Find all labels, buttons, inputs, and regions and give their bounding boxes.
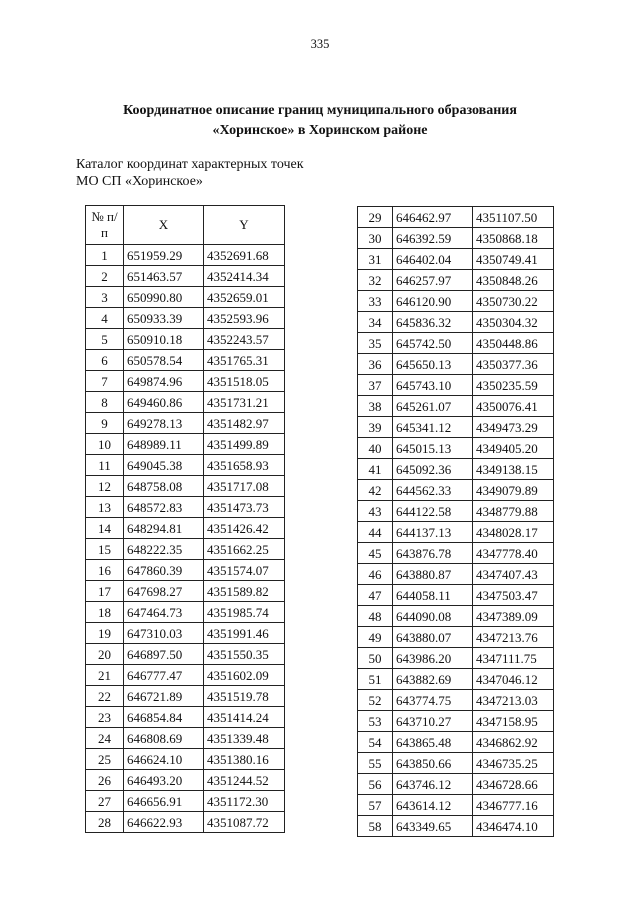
y-coordinate: 4350868.18 [473,228,554,249]
y-coordinate: 4347389.09 [473,606,554,627]
x-coordinate: 645650.13 [393,354,473,375]
table-row [86,266,285,287]
x-coordinate: 646402.04 [393,249,473,270]
x-coordinate: 648989.11 [124,434,204,455]
point-number: 22 [86,686,124,707]
y-coordinate: 4347407.43 [473,564,554,585]
table-row [86,602,285,623]
table-row [358,312,554,333]
table-row [86,371,285,392]
y-coordinate: 4351658.93 [204,455,285,476]
x-coordinate: 645092.36 [393,459,473,480]
y-coordinate: 4346777.16 [473,795,554,816]
table-row [358,543,554,564]
x-coordinate: 643614.12 [393,795,473,816]
x-coordinate: 648222.35 [124,539,204,560]
x-coordinate: 645836.32 [393,312,473,333]
y-coordinate: 4351499.89 [204,434,285,455]
y-coordinate: 4351087.72 [204,812,285,833]
table-row [358,648,554,669]
y-coordinate: 4351414.24 [204,707,285,728]
title-line-2: «Хоринское» в Хоринском районе [212,123,428,138]
x-coordinate: 646854.84 [124,707,204,728]
x-coordinate: 646120.90 [393,291,473,312]
point-number: 13 [86,497,124,518]
point-number: 46 [358,564,393,585]
y-coordinate: 4351589.82 [204,581,285,602]
x-coordinate: 646721.89 [124,686,204,707]
x-coordinate: 644090.08 [393,606,473,627]
y-coordinate: 4351985.74 [204,602,285,623]
table-row [86,287,285,308]
y-coordinate: 4351426.42 [204,518,285,539]
table-row [86,791,285,812]
y-coordinate: 4351473.73 [204,497,285,518]
y-coordinate: 4351482.97 [204,413,285,434]
point-number: 31 [358,249,393,270]
y-coordinate: 4350304.32 [473,312,554,333]
table-row [358,522,554,543]
point-number: 53 [358,711,393,732]
table-row [358,375,554,396]
table-row [358,690,554,711]
y-coordinate: 4350235.59 [473,375,554,396]
x-coordinate: 646897.50 [124,644,204,665]
table-row [358,249,554,270]
y-coordinate: 4351717.08 [204,476,285,497]
point-number: 40 [358,438,393,459]
point-number: 15 [86,539,124,560]
table-row [86,665,285,686]
y-coordinate: 4350848.26 [473,270,554,291]
x-coordinate: 643882.69 [393,669,473,690]
x-coordinate: 643865.48 [393,732,473,753]
table-body-right [358,207,554,837]
x-coordinate: 646777.47 [124,665,204,686]
table-row [358,564,554,585]
table-row [358,774,554,795]
table-row [86,539,285,560]
table-row [86,476,285,497]
y-coordinate: 4351339.48 [204,728,285,749]
document-title [60,101,580,141]
table-row [358,270,554,291]
point-number: 41 [358,459,393,480]
table-row [86,770,285,791]
y-coordinate: 4351602.09 [204,665,285,686]
table-row [358,291,554,312]
table-row [86,707,285,728]
y-coordinate: 4350448.86 [473,333,554,354]
y-coordinate: 4347158.95 [473,711,554,732]
point-number: 1 [86,245,124,266]
table-row [358,354,554,375]
y-coordinate: 4351244.52 [204,770,285,791]
y-coordinate: 4351731.21 [204,392,285,413]
coordinates-table-left [85,205,285,833]
point-number: 11 [86,455,124,476]
point-number: 55 [358,753,393,774]
x-coordinate: 645015.13 [393,438,473,459]
y-coordinate: 4351991.46 [204,623,285,644]
table-row [86,644,285,665]
table-row [86,392,285,413]
point-number: 33 [358,291,393,312]
x-coordinate: 650910.18 [124,329,204,350]
point-number: 36 [358,354,393,375]
point-number: 56 [358,774,393,795]
point-number: 8 [86,392,124,413]
point-number: 26 [86,770,124,791]
point-number: 2 [86,266,124,287]
point-number: 19 [86,623,124,644]
y-coordinate: 4350730.22 [473,291,554,312]
x-coordinate: 643710.27 [393,711,473,732]
x-coordinate: 647860.39 [124,560,204,581]
table-row [358,396,554,417]
table-row [86,329,285,350]
y-coordinate: 4349405.20 [473,438,554,459]
x-coordinate: 651959.29 [124,245,204,266]
x-coordinate: 649874.96 [124,371,204,392]
y-coordinate: 4352414.34 [204,266,285,287]
table-row [358,459,554,480]
table-row [358,480,554,501]
table-row [358,816,554,837]
table-row [358,417,554,438]
x-coordinate: 645743.10 [393,375,473,396]
point-number: 50 [358,648,393,669]
point-number: 9 [86,413,124,434]
table-row [358,228,554,249]
point-number: 6 [86,350,124,371]
x-coordinate: 647310.03 [124,623,204,644]
point-number: 37 [358,375,393,396]
point-number: 17 [86,581,124,602]
y-coordinate: 4349138.15 [473,459,554,480]
point-number: 30 [358,228,393,249]
table-row [86,686,285,707]
y-coordinate: 4350749.41 [473,249,554,270]
y-coordinate: 4350076.41 [473,396,554,417]
point-number: 18 [86,602,124,623]
point-number: 24 [86,728,124,749]
x-coordinate: 646656.91 [124,791,204,812]
x-coordinate: 646622.93 [124,812,204,833]
table-row [86,434,285,455]
x-coordinate: 647464.73 [124,602,204,623]
x-coordinate: 646392.59 [393,228,473,249]
x-coordinate: 643880.87 [393,564,473,585]
point-number: 52 [358,690,393,711]
y-coordinate: 4352593.96 [204,308,285,329]
point-number: 32 [358,270,393,291]
point-number: 28 [86,812,124,833]
table-row [86,455,285,476]
point-number: 48 [358,606,393,627]
table-row [358,627,554,648]
x-coordinate: 649460.86 [124,392,204,413]
y-coordinate: 4352243.57 [204,329,285,350]
table-row [86,749,285,770]
point-number: 49 [358,627,393,648]
table-row [86,497,285,518]
point-number: 5 [86,329,124,350]
x-coordinate: 648572.83 [124,497,204,518]
x-coordinate: 649045.38 [124,455,204,476]
table-row [358,753,554,774]
y-coordinate: 4347503.47 [473,585,554,606]
y-coordinate: 4347046.12 [473,669,554,690]
point-number: 4 [86,308,124,329]
point-number: 38 [358,396,393,417]
y-coordinate: 4351107.50 [473,207,554,228]
point-number: 43 [358,501,393,522]
x-coordinate: 648758.08 [124,476,204,497]
table-row [86,812,285,833]
y-coordinate: 4352691.68 [204,245,285,266]
y-coordinate: 4346474.10 [473,816,554,837]
y-coordinate: 4347778.40 [473,543,554,564]
point-number: 58 [358,816,393,837]
table-row [358,711,554,732]
x-coordinate: 650578.54 [124,350,204,371]
x-coordinate: 646493.20 [124,770,204,791]
point-number: 42 [358,480,393,501]
point-number: 12 [86,476,124,497]
point-number: 10 [86,434,124,455]
point-number: 23 [86,707,124,728]
table-row [86,308,285,329]
point-number: 57 [358,795,393,816]
point-number: 29 [358,207,393,228]
x-coordinate: 650933.39 [124,308,204,329]
point-number: 35 [358,333,393,354]
y-coordinate: 4351172.30 [204,791,285,812]
x-coordinate: 645341.12 [393,417,473,438]
x-coordinate: 643746.12 [393,774,473,795]
x-coordinate: 651463.57 [124,266,204,287]
header-y: Y [204,206,285,245]
table-row [86,560,285,581]
y-coordinate: 4346728.66 [473,774,554,795]
table-header-row [86,206,285,245]
table-row [358,669,554,690]
y-coordinate: 4347213.03 [473,690,554,711]
header-number: № п/п [86,206,124,245]
page-number: 335 [310,37,330,51]
y-coordinate: 4351519.78 [204,686,285,707]
table-row [358,732,554,753]
table-row [86,728,285,749]
table-row [86,518,285,539]
x-coordinate: 648294.81 [124,518,204,539]
municipality-heading: МО СП «Хоринское» [76,174,203,189]
catalog-heading: Каталог координат характерных точек [76,157,304,172]
x-coordinate: 643349.65 [393,816,473,837]
table-row [358,438,554,459]
point-number: 34 [358,312,393,333]
x-coordinate: 644562.33 [393,480,473,501]
y-coordinate: 4351380.16 [204,749,285,770]
y-coordinate: 4351765.31 [204,350,285,371]
x-coordinate: 643880.07 [393,627,473,648]
table-body-left [86,245,285,833]
x-coordinate: 650990.80 [124,287,204,308]
y-coordinate: 4351550.35 [204,644,285,665]
coordinates-table-right [357,206,554,837]
x-coordinate: 646808.69 [124,728,204,749]
x-coordinate: 643774.75 [393,690,473,711]
y-coordinate: 4350377.36 [473,354,554,375]
x-coordinate: 644058.11 [393,585,473,606]
point-number: 51 [358,669,393,690]
table-row [86,581,285,602]
x-coordinate: 649278.13 [124,413,204,434]
table-row [358,585,554,606]
y-coordinate: 4351662.25 [204,539,285,560]
table-row [358,207,554,228]
x-coordinate: 645261.07 [393,396,473,417]
x-coordinate: 646257.97 [393,270,473,291]
y-coordinate: 4347213.76 [473,627,554,648]
point-number: 39 [358,417,393,438]
y-coordinate: 4352659.01 [204,287,285,308]
x-coordinate: 644137.13 [393,522,473,543]
table-row [86,413,285,434]
point-number: 47 [358,585,393,606]
x-coordinate: 646462.97 [393,207,473,228]
point-number: 7 [86,371,124,392]
y-coordinate: 4351574.07 [204,560,285,581]
y-coordinate: 4349473.29 [473,417,554,438]
point-number: 54 [358,732,393,753]
table-row [358,501,554,522]
point-number: 25 [86,749,124,770]
x-coordinate: 643876.78 [393,543,473,564]
header-x: X [124,206,204,245]
y-coordinate: 4348028.17 [473,522,554,543]
point-number: 27 [86,791,124,812]
point-number: 21 [86,665,124,686]
y-coordinate: 4349079.89 [473,480,554,501]
x-coordinate: 647698.27 [124,581,204,602]
point-number: 45 [358,543,393,564]
y-coordinate: 4351518.05 [204,371,285,392]
table-row [86,623,285,644]
x-coordinate: 646624.10 [124,749,204,770]
y-coordinate: 4346735.25 [473,753,554,774]
x-coordinate: 645742.50 [393,333,473,354]
x-coordinate: 644122.58 [393,501,473,522]
x-coordinate: 643986.20 [393,648,473,669]
table-row [358,795,554,816]
y-coordinate: 4348779.88 [473,501,554,522]
y-coordinate: 4347111.75 [473,648,554,669]
title-line-1: Координатное описание границ муниципального образования [123,103,517,118]
point-number: 20 [86,644,124,665]
table-row [358,606,554,627]
table-row [86,350,285,371]
table-row [86,245,285,266]
x-coordinate: 643850.66 [393,753,473,774]
point-number: 14 [86,518,124,539]
point-number: 3 [86,287,124,308]
point-number: 44 [358,522,393,543]
point-number: 16 [86,560,124,581]
y-coordinate: 4346862.92 [473,732,554,753]
table-row [358,333,554,354]
